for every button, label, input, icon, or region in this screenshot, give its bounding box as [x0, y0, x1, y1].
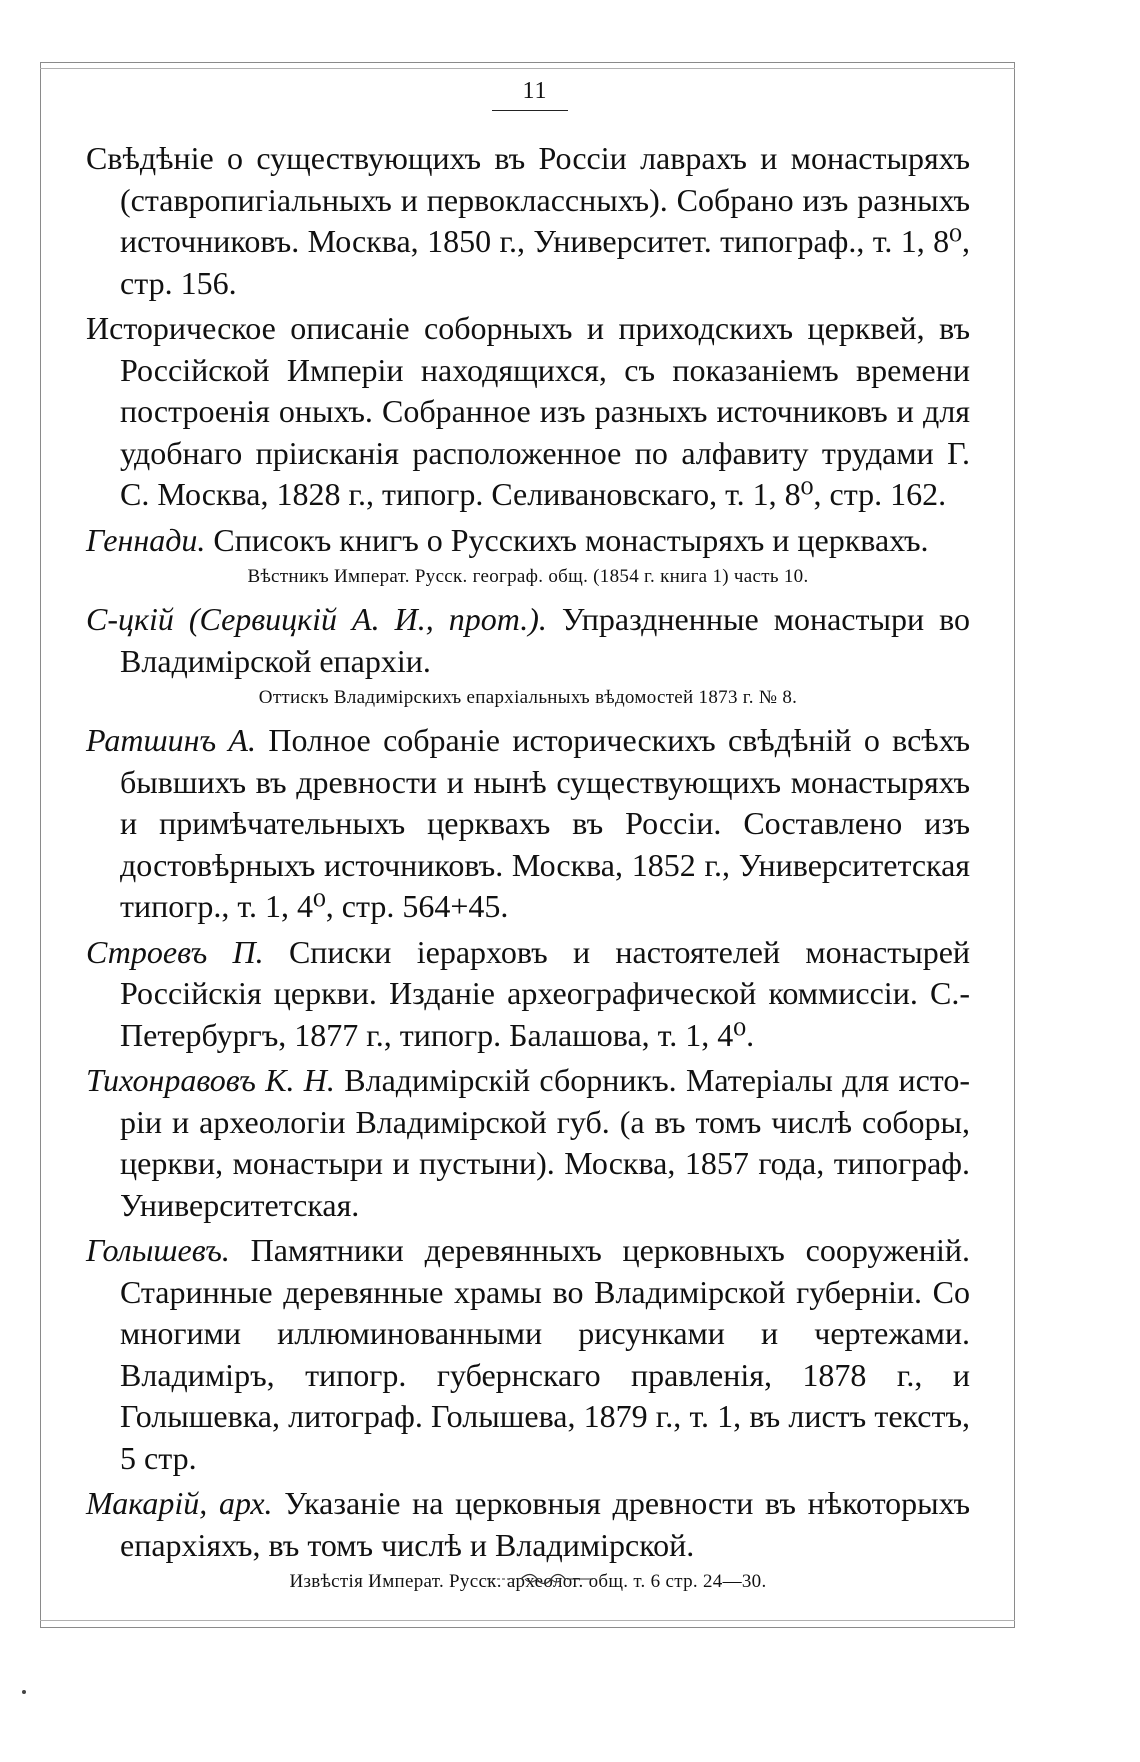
bibliography-entry: [86, 138, 970, 304]
entry-author: Макарій, арх.: [86, 1485, 273, 1521]
entry-text: Владимірскій сборникъ. Матеріалы для исторіи и археологіи Владимірской губ. (а въ томъ числѣ соборы, церкви, монастыри и пустыни). Москва, 1857 года, типограф. Университетская.: [120, 1062, 971, 1223]
entry-text: Списокъ книгъ о Русскихъ монастыряхъ и церквахъ.: [213, 521, 929, 558]
source-note: Вѣстникъ Императ. Русск. географ. общ. (1854 г. книга 1) часть 10.: [247, 566, 809, 587]
entry-author: Ратшинъ А.: [86, 722, 256, 758]
top-border-rule: [40, 68, 1015, 69]
bibliography-entry: [86, 720, 970, 928]
bibliography-entry: [86, 1230, 970, 1479]
entry-author: С-цкій (Сервицкій А. И., прот.).: [86, 601, 547, 637]
bibliography-entry: [86, 1060, 970, 1226]
entry-text: Упраздненные монастыри во Владимірской епархіи.: [120, 601, 971, 679]
source-note: Оттискъ Владимірскихъ епархіальныхъ вѣдомостей 1873 г. № 8.: [258, 687, 798, 708]
entry-author: Голышевъ.: [86, 1232, 230, 1268]
entry-text: Списки іерарховъ и настоятелей монастырей Россійскія церкви. Изданіе археографической коммиссіи. С.-Петербургъ, 1877 г., типогр. Балашова, т. 1, 4⁰.: [120, 933, 971, 1053]
entry-author: Тихонравовъ К. Н.: [86, 1062, 335, 1098]
print-speck: [22, 1690, 26, 1694]
page-number: 11: [522, 78, 548, 104]
bibliography-entry: [86, 308, 970, 516]
bibliography-entry: [86, 599, 970, 682]
entry-text: Историческое описаніе соборныхъ и приходскихъ церквей, въ Россійской Имперіи находящихся, съ показаніемъ времени построенія оныхъ. Собранное изъ разныхъ источниковъ и для удобнаго пріисканія расположенное по алфавиту трудами Г. С. Москва, 1828 г., типогр. Селивановскаго, т. 1, 8⁰, стр. 162.: [86, 310, 970, 512]
source-note: Извѣстія Императ. Русск. археолог. общ. т. 6 стр. 24—30.: [289, 1571, 767, 1592]
entry-text: Памятники деревянныхъ церковныхъ сооруженій. Старинные деревянные храмы во Владимірской губерніи. Со многими иллюминованными рисунками и чертежами. Владиміръ, типогр. губернскаго правленія, 1878 г., и Голышевка, литограф. Голышева, 1879 г., т. 1, въ листъ текстъ, 5 стр.: [120, 1232, 970, 1476]
bibliography-list: [86, 138, 970, 1604]
bibliography-entry: [86, 520, 970, 562]
entry-author: Строевъ П.: [86, 933, 264, 970]
entry-text: Указаніе на церковныя древности въ нѣкоторыхъ епархіяхъ, въ томъ числѣ и Владимірской.: [120, 1485, 971, 1563]
entry-author: Геннади.: [86, 521, 206, 558]
entry-text: Полное собраніе историческихъ свѣдѣній о всѣхъ бывшихъ въ древности и нынѣ существующихъ монастыряхъ и примѣчательныхъ церквахъ въ Россіи. Составлено изъ достовѣрныхъ источниковъ. Москва, 1852 г., Университетская типогр., т. 1, 4⁰, стр. 564+45.: [120, 722, 971, 924]
bottom-border-rule: [40, 1620, 1015, 1621]
bibliography-entry: [86, 1483, 970, 1566]
page-number-rule: [492, 110, 568, 111]
entry-text: Свѣдѣніе о существующихъ въ Россіи лаврахъ и монастыряхъ (ставропигіальныхъ и первоклассныхъ). Собрано изъ разныхъ источниковъ. Москва, 1850 г., Университет. типограф., т. 1, 8⁰, стр. 156.: [86, 140, 970, 301]
scroll-ornament-icon: [460, 1572, 620, 1586]
bibliography-entry: [86, 932, 970, 1057]
